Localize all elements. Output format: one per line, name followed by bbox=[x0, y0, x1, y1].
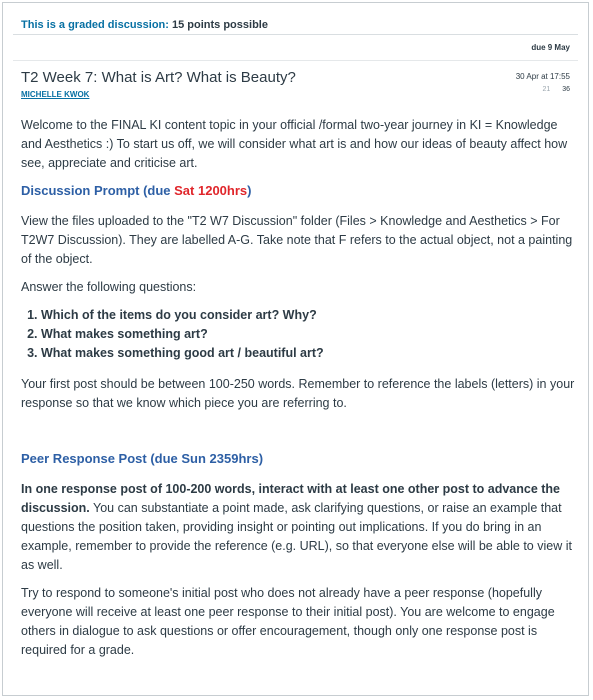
discussion-stats bbox=[542, 86, 570, 93]
question-item: 2. What makes something art? bbox=[41, 325, 324, 344]
due-date: due 9 May bbox=[531, 43, 570, 52]
peer-paragraph bbox=[21, 480, 579, 575]
reply-count: 36 bbox=[562, 86, 570, 93]
answer-intro: Answer the following questions: bbox=[21, 280, 197, 294]
discussion-title: T2 Week 7: What is Art? What is Beauty? bbox=[21, 69, 296, 86]
prompt-due: Sat 1200hrs bbox=[174, 183, 248, 198]
intro-paragraph: Welcome to the FINAL KI content topic in your official /formal two-year journey in KI = Knowledge and Aesthetics :) To start us off, we will consider what art is and how our ideas of beauty affect how see, appreciate and criticise art. bbox=[21, 118, 568, 170]
discussion-panel bbox=[2, 2, 589, 696]
prompt-heading-text: Discussion Prompt (due bbox=[21, 183, 175, 198]
author-link[interactable]: MICHELLE KWOK bbox=[21, 90, 90, 99]
prompt-heading-close: ) bbox=[247, 183, 252, 198]
try-respond-paragraph: Try to respond to someone's initial post who does not already have a peer response (hopefully everyone will receive at least one peer response to their initial post). You are welcome to engage others in dialogue to ask questions or offer encouragement, though only one response post is required for a grade. bbox=[21, 586, 555, 657]
posted-date: 30 Apr at 17:55 bbox=[515, 72, 570, 81]
graded-label: This is a graded discussion: bbox=[21, 19, 169, 31]
divider bbox=[13, 34, 578, 35]
peer-bold-text: In one response post of 100-200 words, interact with at least one other post to advance the discussion. bbox=[21, 482, 561, 515]
files-paragraph: View the files uploaded to the "T2 W7 Discussion" folder (Files > Knowledge and Aesthetics > For T2W7 Discussion). They are labelled A-G. Take note that F refers to the actual object, not a painting of the object. bbox=[21, 214, 573, 266]
unread-count: 21 bbox=[542, 86, 551, 93]
points-possible: 15 points possible bbox=[172, 19, 268, 31]
graded-banner bbox=[21, 19, 268, 31]
question-item: 1. Which of the items do you consider art? Why? bbox=[41, 306, 324, 325]
divider bbox=[13, 60, 578, 61]
peer-rest-text: You can substantiate a point made, ask clarifying questions, or raise an example that questions the position taken, providing insight or pointing out implications. If you do bring in an example, remember to provide the reference (e.g. URL), so that everyone else will be able to view it as well. bbox=[21, 501, 572, 572]
prompt-heading bbox=[21, 181, 251, 200]
peer-heading: Peer Response Post (due Sun 2359hrs) bbox=[21, 451, 264, 466]
question-item: 3. What makes something good art / beautiful art? bbox=[41, 344, 324, 363]
first-post-paragraph: Your first post should be between 100-250 words. Remember to reference the labels (letters) in your response so that we know which piece you are referring to. bbox=[21, 377, 575, 410]
question-list bbox=[21, 306, 324, 363]
